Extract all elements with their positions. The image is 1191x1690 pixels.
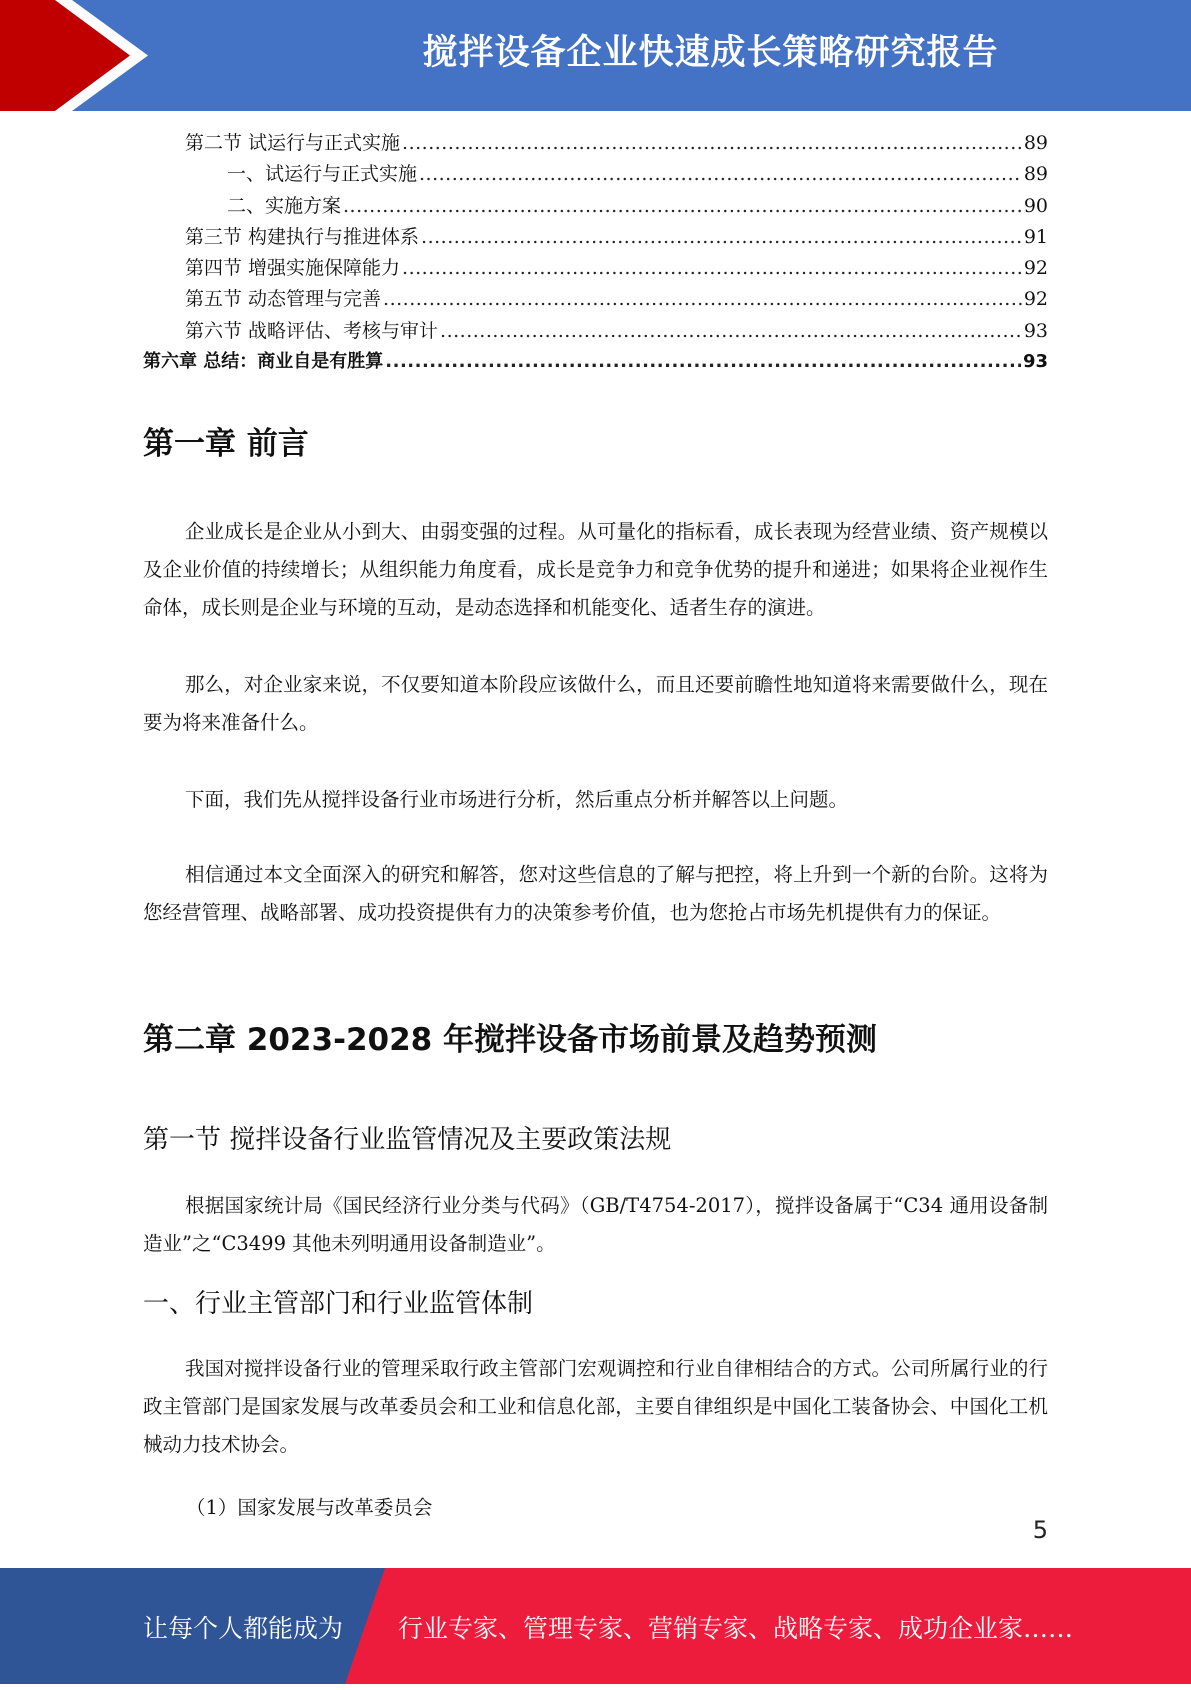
toc-entry[interactable] — [143, 316, 1048, 347]
toc-leader-dots — [440, 320, 1022, 342]
section-1-heading: 第一节 搅拌设备行业监管情况及主要政策法规 — [143, 1125, 672, 1155]
toc-entry-page: 91 — [1023, 225, 1048, 248]
toc-entry-chapter[interactable] — [143, 347, 1048, 378]
toc-entry-page: 90 — [1023, 194, 1048, 217]
toc-entry-label: 一、试运行与正式实施 — [227, 163, 418, 186]
toc-entry-label: 第四节 增强实施保障能力 — [185, 257, 401, 280]
section-1-paragraph: 根据国家统计局《国民经济行业分类与代码》（GB/T4754-2017），搅拌设备属于“C34 通用设备制造业”之“C3499 其他未列明通用设备制造业”。 — [143, 1194, 1048, 1255]
chapter-1-paragraph-1: 企业成长是企业从小到大、由弱变强的过程。从可量化的指标看，成长表现为经营业绩、资产规模以及企业价值的持续增长；从组织能力角度看，成长是竞争力和竞争优势的提升和递进；如果将企业视作生命体，成长则是企业与环境的互动，是动态选择和机能变化、适者生存的演进。 — [143, 520, 1048, 619]
chapter-1-paragraph-4: 相信通过本文全面深入的研究和解答，您对这些信息的了解与把控，将上升到一个新的台阶。这将为您经营管理、战略部署、成功投资提供有力的决策参考价值，也为您抢占市场先机提供有力的保证。 — [143, 863, 1048, 924]
page-header — [0, 0, 1191, 111]
toc-entry[interactable] — [143, 159, 1048, 190]
toc-entry-page: 93 — [1022, 351, 1048, 373]
table-of-contents — [143, 128, 1048, 378]
subsection-1-heading: 一、行业主管部门和行业监管体制 — [143, 1289, 534, 1319]
toc-entry-label: 第二节 试运行与正式实施 — [185, 132, 401, 154]
footer-slogan-left: 让每个人都能成为 — [143, 1614, 344, 1643]
toc-entry-label: 第三节 构建执行与推进体系 — [185, 225, 420, 248]
subsection-1-paragraph: 我国对搅拌设备行业的管理采取行政主管部门宏观调控和行业自律相结合的方式。公司所属行业的行政主管部门是国家发展与改革委员会和工业和信息化部，主要自律组织是中国化工装备协会、中国化工机械动力技术协会。 — [143, 1357, 1048, 1456]
toc-entry[interactable] — [143, 284, 1048, 315]
toc-entry-page: 92 — [1023, 288, 1048, 311]
toc-leader-dots — [421, 226, 1022, 248]
toc-entry-label: 第六章 总结：商业自是有胜算 — [143, 351, 384, 373]
toc-entry-label: 第五节 动态管理与完善 — [185, 288, 382, 311]
toc-leader-dots — [343, 195, 1022, 217]
list-item: （1）国家发展与改革委员会 — [186, 1496, 433, 1519]
toc-leader-dots — [385, 351, 1021, 372]
toc-entry-page: 89 — [1023, 132, 1048, 154]
toc-leader-dots — [402, 132, 1022, 154]
toc-entry-page: 89 — [1023, 163, 1048, 186]
toc-leader-dots — [419, 163, 1022, 185]
chapter-1-heading: 第一章 前言 — [143, 426, 309, 462]
header-arrow-decoration — [0, 0, 160, 111]
chapter-1-paragraph-2: 那么，对企业家来说，不仅要知道本阶段应该做什么，而且还要前瞻性地知道将来需要做什么，现在要为将来准备什么。 — [143, 673, 1048, 734]
footer-slogan-right: 行业专家、管理专家、营销专家、战略专家、成功企业家…… — [398, 1614, 1074, 1643]
toc-entry-page: 93 — [1023, 319, 1048, 342]
toc-entry[interactable] — [143, 253, 1048, 284]
toc-entry-page: 92 — [1023, 257, 1048, 280]
page-footer — [0, 1568, 1191, 1684]
page-number: 5 — [1032, 1516, 1048, 1544]
toc-entry-label: 第六节 战略评估、考核与审计 — [185, 319, 439, 342]
toc-entry[interactable] — [143, 128, 1048, 159]
chapter-2-heading: 第二章 2023-2028 年搅拌设备市场前景及趋势预测 — [143, 1022, 878, 1058]
toc-leader-dots — [402, 257, 1022, 279]
chapter-1-paragraph-3: 下面，我们先从搅拌设备行业市场进行分析，然后重点分析并解答以上问题。 — [185, 788, 849, 811]
report-title: 搅拌设备企业快速成长策略研究报告 — [422, 33, 999, 73]
toc-leader-dots — [383, 288, 1022, 310]
toc-entry[interactable] — [143, 222, 1048, 253]
toc-entry-label: 二、实施方案 — [227, 194, 342, 217]
toc-entry[interactable] — [143, 191, 1048, 222]
